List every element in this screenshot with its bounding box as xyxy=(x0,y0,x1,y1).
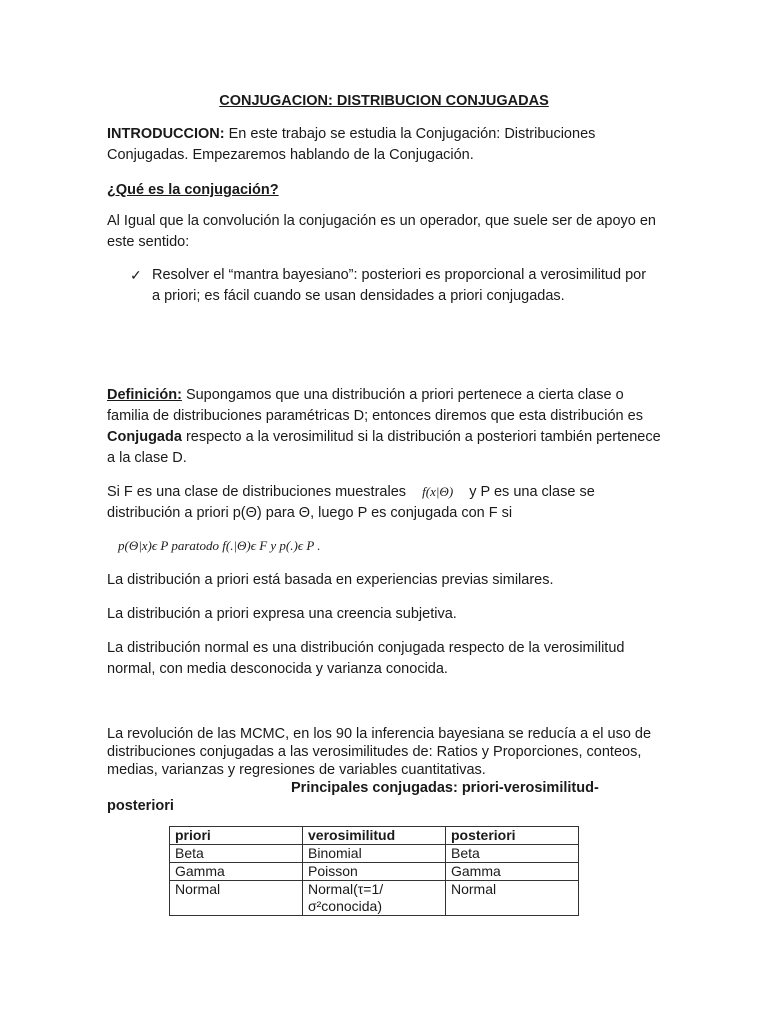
table-row xyxy=(170,863,579,881)
class-math: f(x|Θ) xyxy=(422,484,454,499)
definition-text-b: respecto a la verosimilitud si la distribución a posteriori también pertenece a la clase D. xyxy=(107,429,661,466)
intro-text: En este trabajo se estudia la Conjugación: Distribuciones Conjugadas. Empezaremos hablando de la Conjugación. xyxy=(107,126,596,163)
conjugates-table xyxy=(169,826,579,916)
note-belief: La distribución a priori expresa una creencia subjetiva. xyxy=(107,606,457,622)
mcmc-paragraph: La revolución de las MCMC, en los 90 la inferencia bayesiana se reducía a el uso de distribuciones conjugadas a las verosimilitudes de: Ratios y Proporciones, conteos, medias, varianzas y regresiones de variables cuantitativas. xyxy=(107,726,652,778)
class-text-1: Si F es una clase de distribuciones muestrales xyxy=(107,484,407,500)
header-posteriori: posteriori xyxy=(446,827,579,845)
cell-verosimilitud: Poisson xyxy=(303,863,446,881)
cell-posteriori: Beta xyxy=(446,845,579,863)
intro-label: INTRODUCCION: xyxy=(107,126,225,142)
check-icon: ✓ xyxy=(130,267,142,283)
class-text-2: y P es una clase se distribución a priori p(Θ) para Θ, luego P es conjugada con F si xyxy=(107,484,595,521)
definition-paragraph xyxy=(107,385,667,469)
cell-priori: Gamma xyxy=(170,863,303,881)
convolution-paragraph: Al Igual que la convolución la conjugación es un operador, que suele ser de apoyo en este sentido: xyxy=(107,213,656,250)
cell-priori: Normal xyxy=(170,881,303,916)
cell-verosimilitud: Binomial xyxy=(303,845,446,863)
header-priori: priori xyxy=(170,827,303,845)
definition-label: Definición: xyxy=(107,387,182,403)
class-paragraph xyxy=(107,481,667,524)
cell-posteriori: Normal xyxy=(446,881,579,916)
bullet-text: Resolver el “mantra bayesiano”: posteriori es proporcional a verosimilitud por a priori; es fácil cuando se usan densidades a priori conjugadas. xyxy=(152,267,647,304)
header-verosimilitud: verosimilitud xyxy=(303,827,446,845)
table-title-line2: posteriori xyxy=(107,798,174,814)
table-header-row xyxy=(170,827,579,845)
definition-bold-word: Conjugada xyxy=(107,429,182,445)
table-row xyxy=(170,881,579,916)
note-experience: La distribución a priori está basada en experiencias previas similares. xyxy=(107,572,554,588)
cell-verosimilitud: Normal(τ=1/σ²conocida) xyxy=(303,881,446,916)
document-title: CONJUGACION: DISTRIBUCION CONJUGADAS xyxy=(219,93,549,109)
conjugacy-formula: p(Θ|x)ϵ P paratodo f(.|Θ)ϵ F y p(.)ϵ P . xyxy=(118,538,321,553)
question-heading: ¿Qué es la conjugación? xyxy=(107,182,279,198)
cell-priori: Beta xyxy=(170,845,303,863)
normal-paragraph: La distribución normal es una distribución conjugada respecto de la verosimilitud normal, con media desconocida y varianza conocida. xyxy=(107,640,625,677)
table-row xyxy=(170,845,579,863)
cell-posteriori: Gamma xyxy=(446,863,579,881)
definition-text-a: Supongamos que una distribución a priori pertenece a cierta clase o familia de distribuciones paramétricas D; entonces diremos que esta distribución es xyxy=(107,387,643,424)
intro-paragraph xyxy=(107,124,667,166)
table-title-line1: Principales conjugadas: priori-verosimilitud- xyxy=(291,780,599,796)
